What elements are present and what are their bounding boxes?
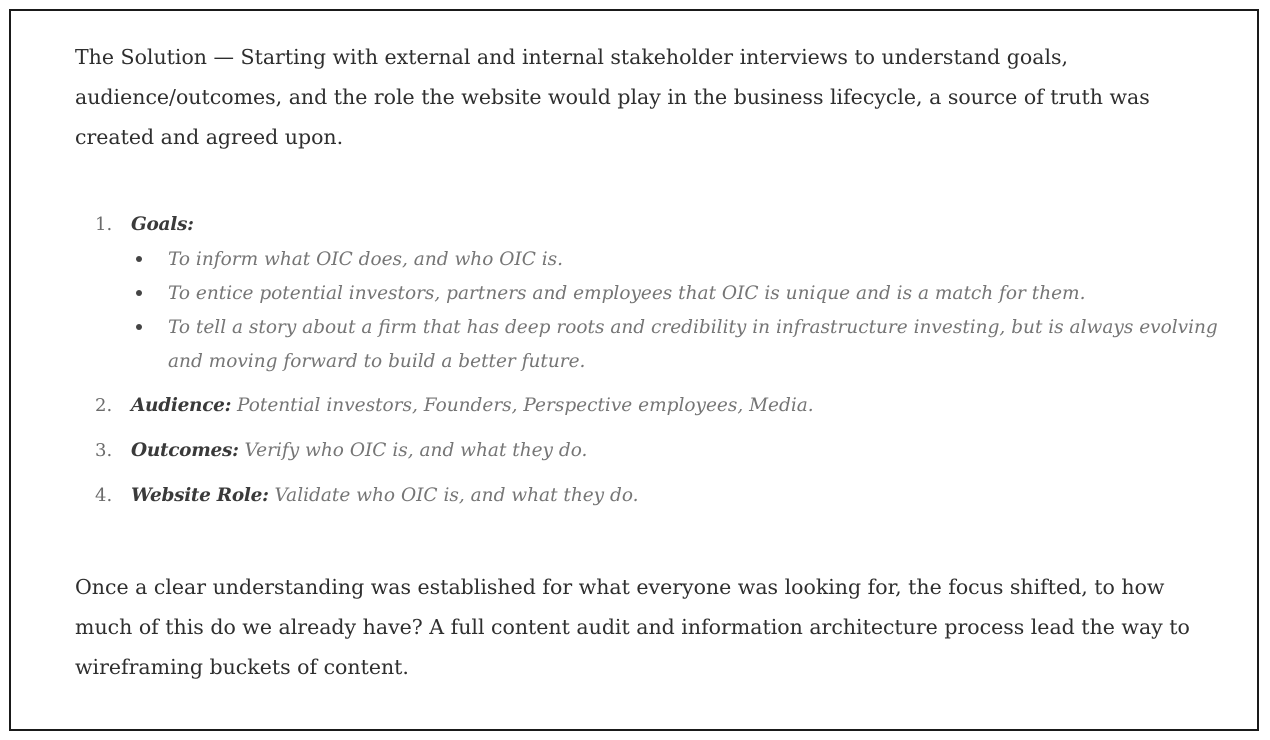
sublist-item-text: To inform what OIC does, and who OIC is. xyxy=(168,249,564,270)
sublist-item xyxy=(131,311,1225,379)
list-item-audience xyxy=(75,390,1225,422)
list-number: 2. xyxy=(95,395,113,416)
ordered-list xyxy=(75,209,1225,512)
sublist-item xyxy=(131,277,1225,311)
list-term-goals: Goals: xyxy=(131,214,194,235)
list-term-outcomes: Outcomes: xyxy=(131,440,239,461)
list-term-audience: Audience: xyxy=(131,395,232,416)
list-term-website-role: Website Role: xyxy=(131,485,269,506)
list-item-outcomes xyxy=(75,435,1225,467)
list-item-goals xyxy=(75,209,1225,379)
closing-paragraph: Once a clear understanding was established for what everyone was looking for, the focus shifted, to how much of this do we already have? A full content audit and information architecture process lead the way to wireframing buckets of content. xyxy=(75,575,1190,679)
list-desc-website-role: Validate who OIC is, and what they do. xyxy=(274,485,639,506)
list-item-website-role xyxy=(75,480,1225,512)
bullet-icon xyxy=(136,290,142,296)
sublist-item-text: To tell a story about a firm that has deep roots and credibility in infrastructure investing, but is always evolving and moving forward to build a better future. xyxy=(168,317,1218,372)
bullet-icon xyxy=(136,324,142,330)
list-number: 3. xyxy=(95,440,113,461)
sublist-item xyxy=(131,243,1225,277)
list-number: 1. xyxy=(95,214,113,235)
document-frame xyxy=(9,9,1259,731)
bullet-icon xyxy=(136,256,142,262)
list-desc-audience: Potential investors, Founders, Perspective employees, Media. xyxy=(237,395,814,416)
goals-sublist xyxy=(131,243,1225,379)
article-body xyxy=(75,37,1225,687)
sublist-item-text: To entice potential investors, partners and employees that OIC is unique and is a match for them. xyxy=(168,283,1086,304)
list-number: 4. xyxy=(95,485,113,506)
intro-paragraph: The Solution — Starting with external and internal stakeholder interviews to understand goals, audience/outcomes, and the role the website would play in the business lifecycle, a source of truth was created and agreed upon. xyxy=(75,45,1150,149)
list-desc-outcomes: Verify who OIC is, and what they do. xyxy=(244,440,588,461)
